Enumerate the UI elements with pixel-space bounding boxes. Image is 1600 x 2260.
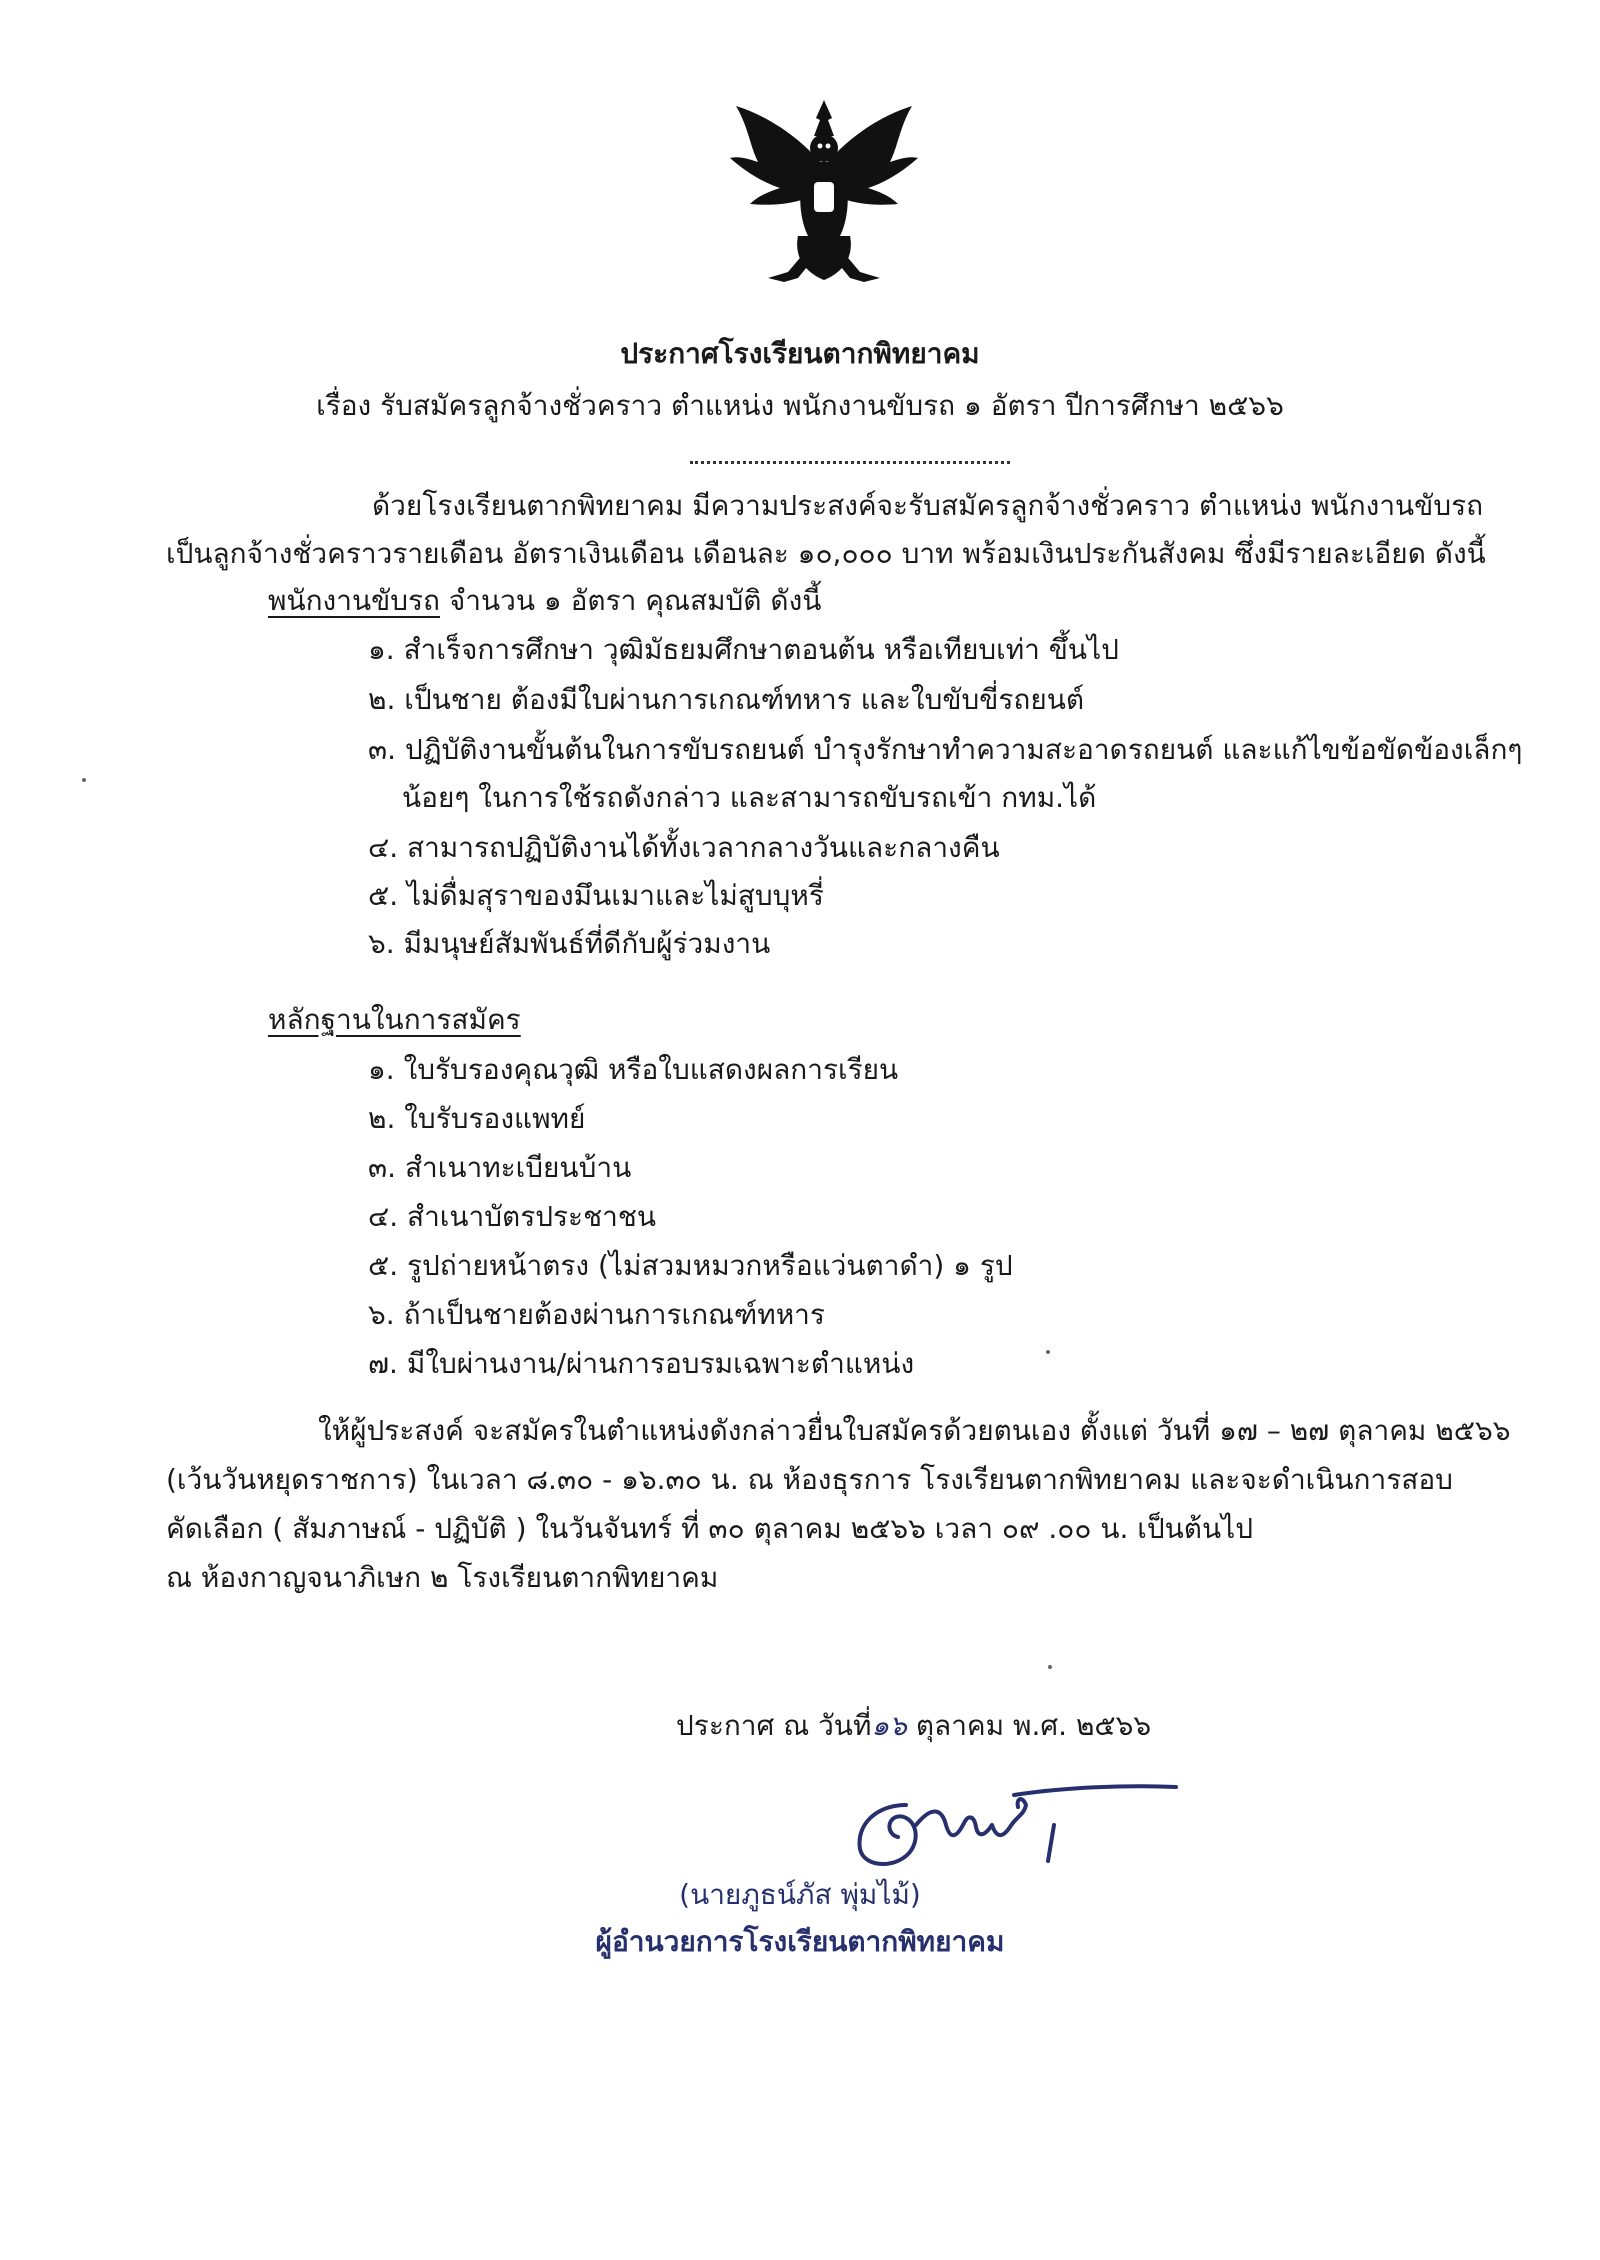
qualification-item: ๑. สำเร็จการศึกษา วุฒิมัธยมศึกษาตอนต้น หรือเทียบเท่า ขึ้นไป [368,633,1119,666]
announcement-date [676,1706,1151,1746]
qualification-item: ๔. สามารถปฏิบัติงานได้ทั้งเวลากลางวันและกลางคืน [368,831,1000,864]
evidence-item: ๓. สำเนาทะเบียนบ้าน [368,1151,632,1184]
evidence-item: ๔. สำเนาบัตรประชาชน [368,1200,656,1233]
qualification-item: ๓. ปฏิบัติงานขั้นต้นในการขับรถยนต์ บำรุงรักษาทำความสะอาดรถยนต์ และแก้ไขข้อขัดข้องเล็กๆ [368,733,1523,766]
signer-name: (นายภูธน์ภัส พุ่มไม้) [679,1878,921,1911]
closing-line-1: ให้ผู้ประสงค์ จะสมัครในตำแหน่งดังกล่าวยื่นใบสมัครด้วยตนเอง ตั้งแต่ วันที่ ๑๗ – ๒๗ ตุลาคม ๒๕๖๖ [318,1414,1511,1447]
evidence-item: ๒. ใบรับรองแพทย์ [368,1102,586,1135]
document-subject: เรื่อง รับสมัครลูกจ้างชั่วคราว ตำแหน่ง พนักงานขับรถ ๑ อัตรา ปีการศึกษา ๒๕๖๖ [316,389,1284,422]
signer-position: ผู้อำนวยการโรงเรียนตากพิทยาคม [595,1925,1005,1958]
evidence-item: ๖. ถ้าเป็นชายต้องผ่านการเกณฑ์ทหาร [368,1298,825,1331]
evidence-heading [268,1000,521,1040]
announcement-day: ๑๖ [871,1709,907,1742]
closing-line-3: คัดเลือก ( สัมภาษณ์ - ปฏิบัติ ) ในวันจันทร์ ที่ ๓๐ ตุลาคม ๒๕๖๖ เวลา ๐๙ .๐๐ น. เป็นต้นไป [166,1512,1253,1545]
title-separator [690,461,1010,464]
intro-line-2: เป็นลูกจ้างชั่วคราวรายเดือน อัตราเงินเดือน เดือนละ ๑๐,๐๐๐ บาท พร้อมเงินประกันสังคม ซึ่งมีรายละเอียด ดังนี้ [166,537,1486,570]
scan-speck [82,778,86,782]
evidence-item: ๑. ใบรับรองคุณวุฒิ หรือใบแสดงผลการเรียน [368,1053,899,1086]
handwritten-signature [846,1765,1186,1875]
position-line [268,581,821,621]
position-label: พนักงานขับรถ [268,584,440,617]
qualification-item: ๕. ไม่ดื่มสุราของมึนเมาและไม่สูบบุหรี่ [368,879,824,912]
announcement-suffix: ตุลาคม พ.ศ. ๒๕๖๖ [906,1709,1152,1742]
scan-speck [1046,1350,1050,1354]
evidence-item: ๗. มีใบผ่านงาน/ผ่านการอบรมเฉพาะตำแหน่ง [368,1347,915,1380]
intro-line-1: ด้วยโรงเรียนตากพิทยาคม มีความประสงค์จะรับสมัครลูกจ้างชั่วคราว ตำแหน่ง พนักงานขับรถ [372,489,1484,522]
garuda-emblem-icon [728,96,920,292]
announcement-prefix: ประกาศ ณ วันที่ [676,1709,872,1742]
closing-line-4: ณ ห้องกาญจนาภิเษก ๒ โรงเรียนตากพิทยาคม [166,1561,719,1594]
position-details: จำนวน ๑ อัตรา คุณสมบัติ ดังนี้ [440,584,822,617]
qualification-item: ๒. เป็นชาย ต้องมีใบผ่านการเกณฑ์ทหาร และใบขับขี่รถยนต์ [368,683,1085,716]
closing-line-2: (เว้นวันหยุดราชการ) ในเวลา ๘.๓๐ - ๑๖.๓๐ น. ณ ห้องธุรการ โรงเรียนตากพิทยาคม และจะดำเนินการสอบ [166,1463,1453,1496]
qualification-item-continued: น้อยๆ ในการใช้รถดังกล่าว และสามารถขับรถเข้า กทม.ได้ [402,781,1097,814]
evidence-item: ๕. รูปถ่ายหน้าตรง (ไม่สวมหมวกหรือแว่นตาดำ) ๑ รูป [368,1249,1013,1282]
document-title: ประกาศโรงเรียนตากพิทยาคม [620,337,980,370]
scan-speck [1048,1665,1052,1669]
evidence-heading-text: หลักฐานในการสมัคร [268,1003,521,1036]
qualification-item: ๖. มีมนุษย์สัมพันธ์ที่ดีกับผู้ร่วมงาน [368,927,771,960]
